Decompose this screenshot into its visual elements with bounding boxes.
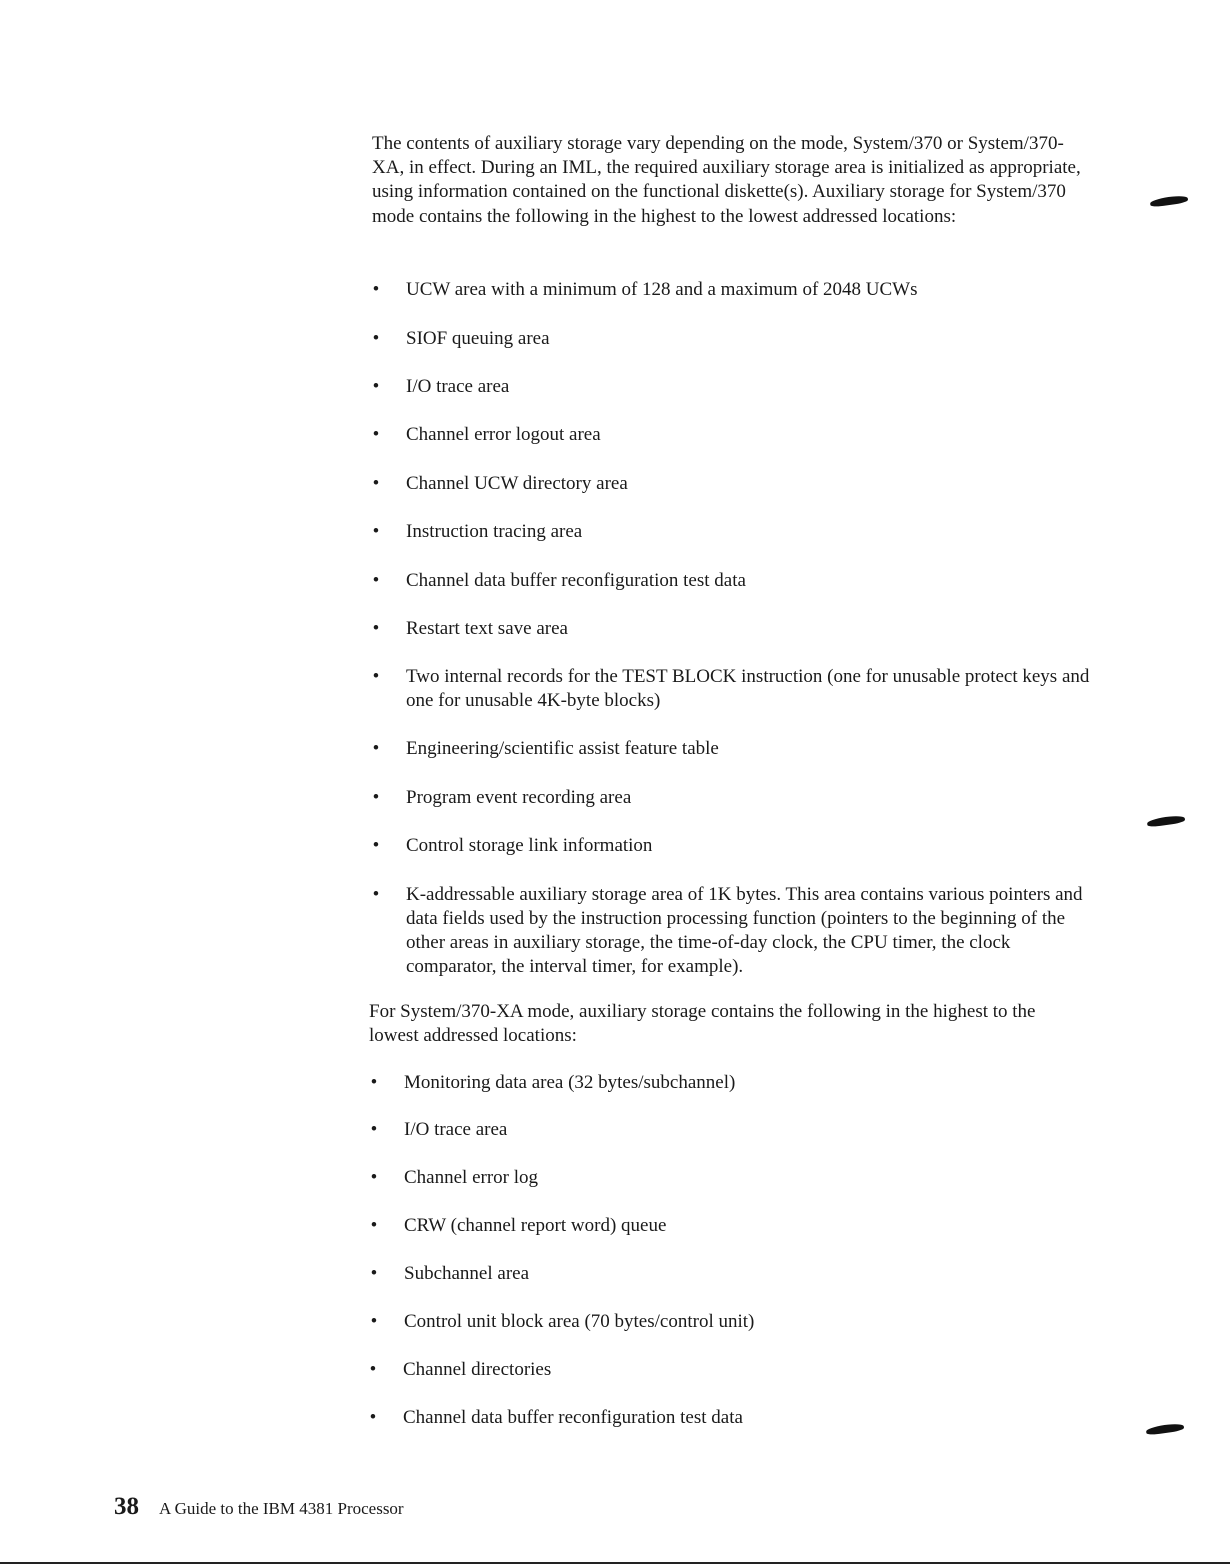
intro-paragraph: The contents of auxiliary storage vary depending on the mode, System/370 or System/370-XA, in effect. During an IML, the required auxiliary storage area is initialized as appropriate, using information contained on the functional diskette(s). Auxiliary storage for System/370 mode contains the following in the highest to the lowest addressed locations: <box>372 133 1081 227</box>
list-item-text: Monitoring data area (32 bytes/subchannel) <box>404 1072 736 1093</box>
bullet-icon: • <box>372 521 380 542</box>
bullet-icon: • <box>372 666 380 687</box>
list-item-text: Program event recording area <box>406 787 632 808</box>
bullet-icon: • <box>370 1311 378 1332</box>
list-item-text: Restart text save area <box>406 618 568 639</box>
list-item-text: Control unit block area (70 bytes/control unit) <box>404 1311 755 1332</box>
xa-paragraph: For System/370-XA mode, auxiliary storage contains the following in the highest to the lowest addressed locations: <box>369 1001 1036 1047</box>
bullet-icon: • <box>372 884 380 905</box>
bullet-icon: • <box>372 376 380 397</box>
bullet-icon: • <box>372 279 380 300</box>
bullet-icon: • <box>369 1407 377 1428</box>
list-item-text: I/O trace area <box>404 1119 508 1140</box>
list-item-text: Control storage link information <box>406 835 653 856</box>
scan-mark-icon <box>1150 194 1189 207</box>
list-item-text: Channel data buffer reconfiguration test data <box>406 570 746 591</box>
list-item-text: Channel UCW directory area <box>406 473 628 494</box>
list-item-text: CRW (channel report word) queue <box>404 1215 667 1236</box>
bullet-icon: • <box>372 738 380 759</box>
list-item-text: Channel data buffer reconfiguration test data <box>403 1407 743 1428</box>
list-item-text: Channel error log <box>404 1167 539 1188</box>
bullet-icon: • <box>372 835 380 856</box>
bullet-icon: • <box>369 1359 377 1380</box>
page-footer <box>114 1494 404 1522</box>
book-title: A Guide to the IBM 4381 Processor <box>159 1499 404 1518</box>
bullet-icon: • <box>370 1072 378 1093</box>
list-item-text: Two internal records for the TEST BLOCK instruction (one for unusable protect keys and one for unusable 4K-byte blocks) <box>406 666 1090 711</box>
list-item-text: Channel directories <box>403 1359 552 1380</box>
page-number: 38 <box>114 1493 139 1520</box>
bullet-icon: • <box>370 1215 378 1236</box>
bullet-icon: • <box>372 618 380 639</box>
bullet-icon: • <box>372 787 380 808</box>
bullet-icon: • <box>370 1263 378 1284</box>
list-item-text: Instruction tracing area <box>406 521 583 542</box>
list-item-text: Engineering/scientific assist feature table <box>406 738 719 759</box>
bullet-icon: • <box>372 473 380 494</box>
list-item-text: Channel error logout area <box>406 424 601 445</box>
page-bottom-edge <box>0 1562 1230 1564</box>
bullet-icon: • <box>372 570 380 591</box>
bullet-icon: • <box>370 1167 378 1188</box>
bullet-icon: • <box>372 328 380 349</box>
bullet-icon: • <box>370 1119 378 1140</box>
list-item-text: Subchannel area <box>404 1263 530 1284</box>
list-item-text: I/O trace area <box>406 376 510 397</box>
list-item-text: UCW area with a minimum of 128 and a maximum of 2048 UCWs <box>406 279 918 300</box>
scan-mark-icon <box>1147 814 1186 827</box>
scan-mark-icon <box>1146 1422 1185 1435</box>
list-item-text: SIOF queuing area <box>406 328 550 349</box>
list-item-text: K-addressable auxiliary storage area of 1K bytes. This area contains various pointers and data fields used by the instruction processing function (pointers to the beginning of the other areas in auxiliary storage, the time-of-day clock, the CPU timer, the clock comparator, the interval timer, for example). <box>406 884 1083 977</box>
bullet-icon: • <box>372 424 380 445</box>
